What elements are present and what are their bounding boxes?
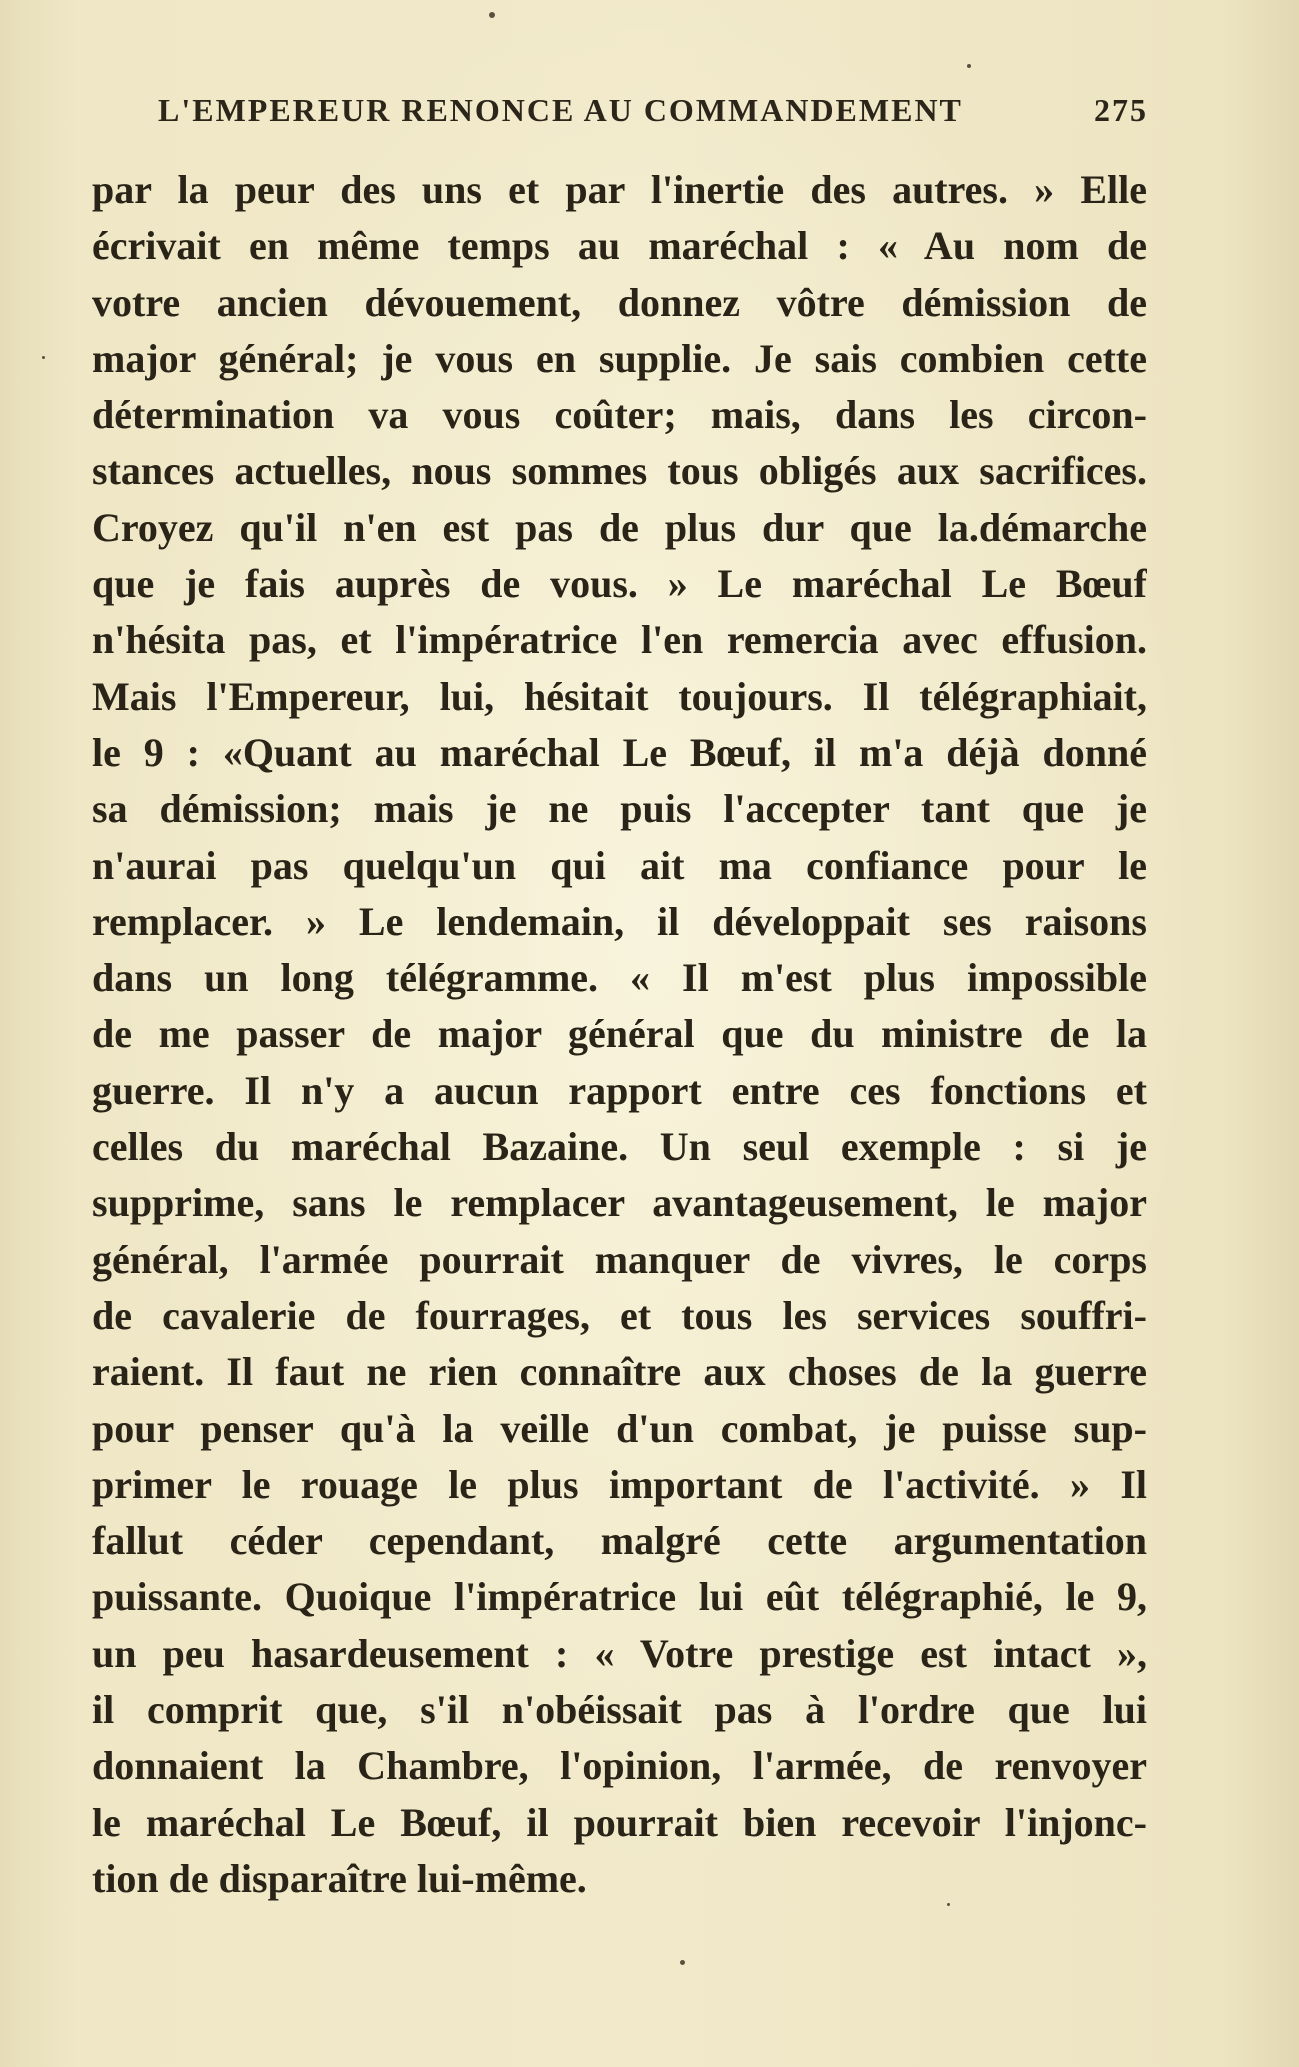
text-line: major général; je vous en supplie. Je sais combien cette — [92, 335, 1147, 381]
text-line: de cavalerie de fourrages, et tous les services souffri- — [92, 1292, 1147, 1338]
text-line: que je fais auprès de vous. » Le maréchal Le Bœuf — [92, 561, 1147, 607]
ink-speck — [680, 1960, 685, 1965]
running-head — [158, 92, 1148, 142]
text-line: votre ancien dévouement, donnez vôtre démission de — [92, 279, 1147, 325]
text-line: par la peur des uns et par l'inertie des autres. » Elle — [92, 167, 1147, 212]
text-line: raient. Il faut ne rien connaître aux choses de la guerre — [92, 1349, 1147, 1395]
text-line: détermination va vous coûter; mais, dans les circon- — [92, 392, 1147, 438]
text-line: puissante. Quoique l'impératrice lui eût télégraphié, le 9, — [92, 1574, 1147, 1620]
running-head-title: L'EMPEREUR RENONCE AU COMMANDEMENT — [158, 92, 963, 128]
ink-speck — [967, 64, 971, 68]
text-line: celles du maréchal Bazaine. Un seul exemple : si je — [92, 1124, 1147, 1170]
text-line: de me passer de major général que du ministre de la — [92, 1011, 1147, 1057]
text-line: pour penser qu'à la veille d'un combat, je puisse sup- — [92, 1405, 1147, 1451]
text-line: le 9 : «Quant au maréchal Le Bœuf, il m'a déjà donné — [92, 729, 1147, 775]
text-line: fallut céder cependant, malgré cette argumentation — [92, 1518, 1147, 1564]
text-line: primer le rouage le plus important de l'activité. » Il — [92, 1461, 1147, 1507]
body-paragraph — [92, 162, 1147, 1907]
text-line: n'hésita pas, et l'impératrice l'en remercia avec effusion. — [92, 617, 1147, 663]
ink-speck — [489, 12, 495, 18]
text-line: Mais l'Empereur, lui, hésitait toujours. Il télégraphiait, — [92, 673, 1147, 719]
text-line: guerre. Il n'y a aucun rapport entre ces fonctions et — [92, 1067, 1147, 1113]
text-line: dans un long télégramme. « Il m'est plus impossible — [92, 955, 1147, 1001]
text-line: remplacer. » Le lendemain, il développait ses raisons — [92, 898, 1147, 944]
text-line: sa démission; mais je ne puis l'accepter tant que je — [92, 786, 1147, 832]
text-line: stances actuelles, nous sommes tous obligés aux sacrifices. — [92, 448, 1147, 494]
text-line: tion de disparaître lui-même. — [92, 1855, 587, 1901]
text-line: donnaient la Chambre, l'opinion, l'armée, de renvoyer — [92, 1743, 1147, 1789]
page-number: 275 — [1094, 92, 1148, 128]
text-line: le maréchal Le Bœuf, il pourrait bien recevoir l'injonc- — [92, 1799, 1147, 1845]
text-line: général, l'armée pourrait manquer de vivres, le corps — [92, 1236, 1147, 1282]
text-line: un peu hasardeusement : « Votre prestige est intact », — [92, 1630, 1147, 1676]
text-line: écrivait en même temps au maréchal : « Au nom de — [92, 223, 1147, 269]
text-line: supprime, sans le remplacer avantageusement, le major — [92, 1180, 1147, 1226]
text-line: n'aurai pas quelqu'un qui ait ma confiance pour le — [92, 842, 1147, 888]
text-line: Croyez qu'il n'en est pas de plus dur que la.démarche — [92, 504, 1147, 550]
ink-speck — [42, 356, 45, 359]
text-line: il comprit que, s'il n'obéissait pas à l'ordre que lui — [92, 1687, 1147, 1733]
